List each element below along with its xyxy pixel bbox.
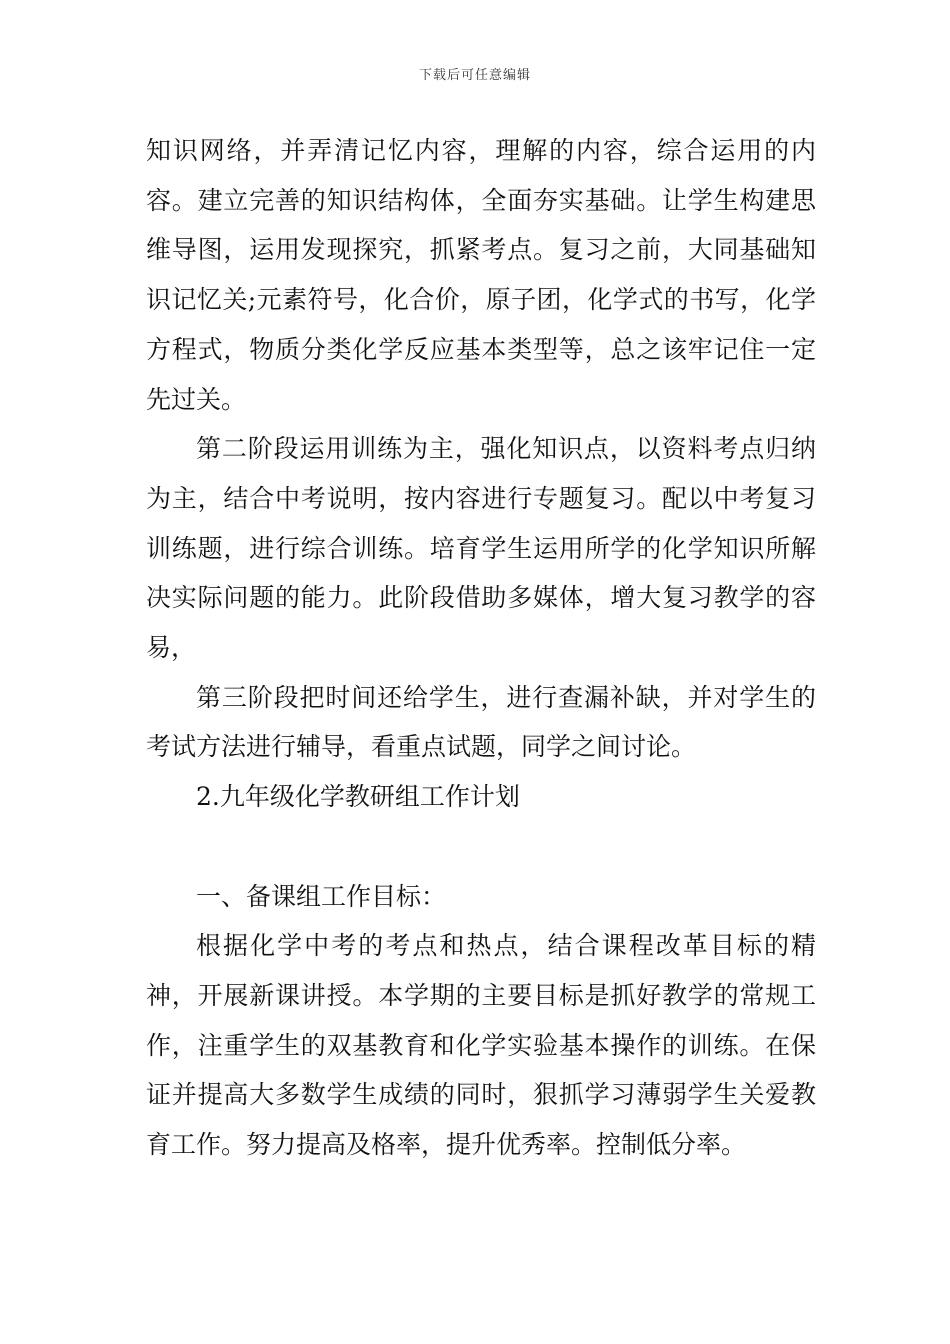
blank-line: [146, 822, 816, 872]
paragraph-phase-three: 第三阶段把时间还给学生，进行查漏补缺，并对学生的考试方法进行辅导，看重点试题，同学之间讨论。: [146, 682, 816, 762]
subsection-heading: 一、备课组工作目标：: [196, 881, 447, 911]
paragraph-continued-text: 知识网络，并弄清记忆内容，理解的内容，综合运用的内容。建立完善的知识结构体，全面夯实基础。让学生构建思维导图，运用发现探究，抓紧考点。复习之前，大同基础知识记忆关;元素符号，化合价，原子团，化学式的书写，化学方程式，物质分类化学反应基本类型等，总之该牢记住一定先过关。: [146, 136, 816, 414]
page-header: 下载后可任意编辑: [418, 68, 531, 83]
document-body: [146, 126, 816, 1170]
section-heading: 2.九年级化学教研组工作计划: [196, 782, 520, 812]
paragraph-goals: 根据化学中考的考点和热点，结合课程改革目标的精神，开展新课讲授。本学期的主要目标是抓好教学的常规工作，注重学生的双基教育和化学实验基本操作的训练。在保证并提高大多数学生成绩的同时，狠抓学习薄弱学生关爱教育工作。努力提高及格率，提升优秀率。控制低分率。: [146, 931, 816, 1160]
paragraph-phase-two: 第二阶段运用训练为主，强化知识点，以资料考点归纳为主，结合中考说明，按内容进行专题复习。配以中考复习训练题，进行综合训练。培育学生运用所学的化学知识所解决实际问题的能力。此阶段借助多媒体，增大复习教学的容易，: [146, 434, 816, 663]
